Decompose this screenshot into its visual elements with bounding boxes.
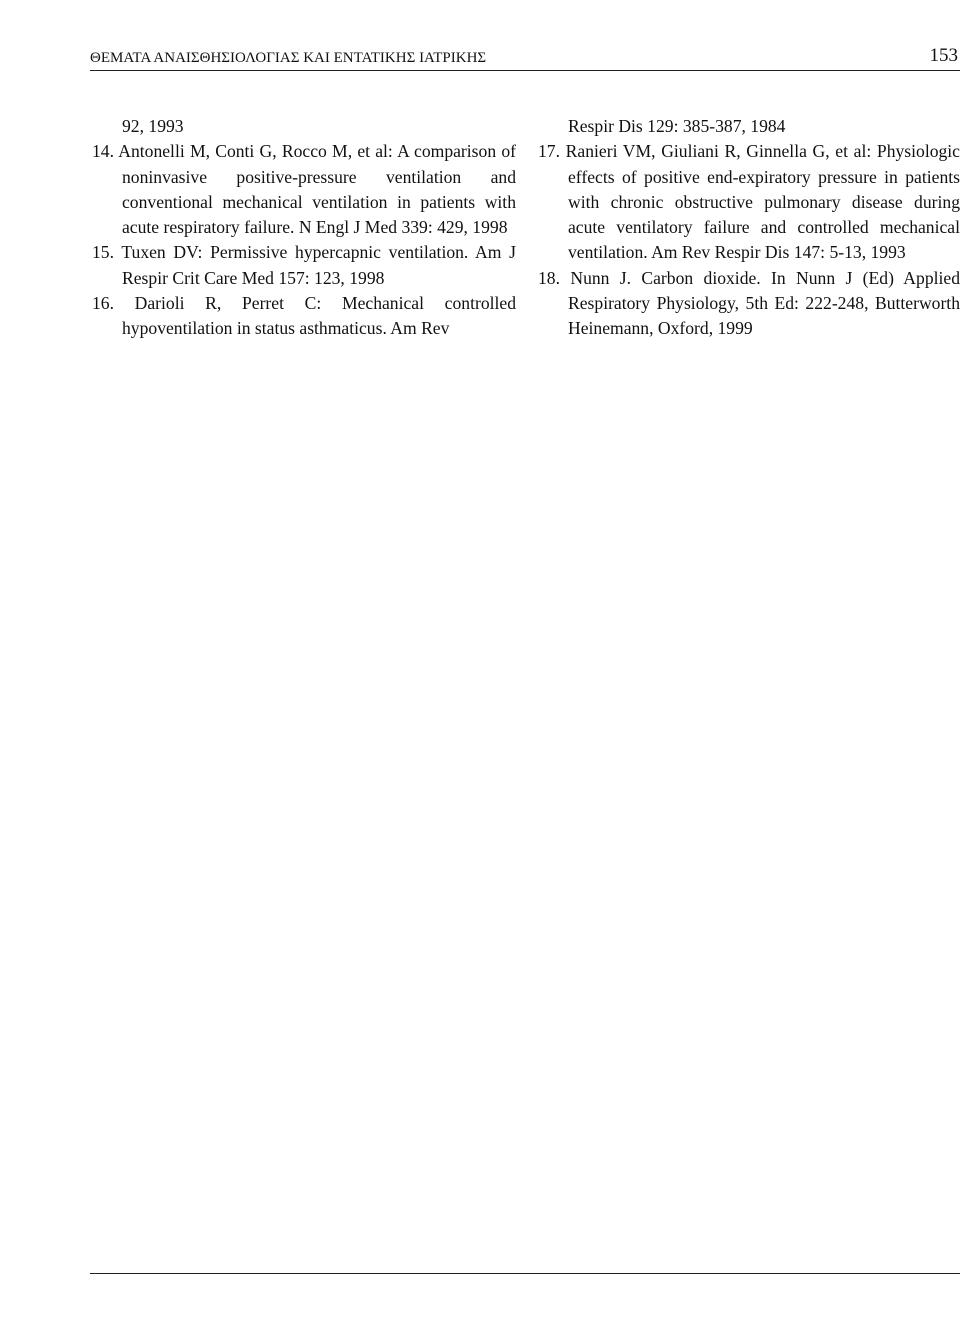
reference-text: Tuxen DV: Permissive hypercapnic ventilation. Am J Respir Crit Care Med 157: 123, 1998 [121, 242, 516, 288]
reference-number: 14. [92, 141, 114, 162]
reference-text: Darioli R, Perret C: Mechanical controlled hypoventilation in status asthmaticus. Am Rev [122, 293, 516, 339]
reference-13-continuation [92, 114, 516, 139]
reference-number: 16. [92, 293, 114, 314]
reference-18 [538, 266, 960, 342]
reference-17 [538, 139, 960, 265]
footer-rule [90, 1273, 960, 1274]
reference-text: Ranieri VM, Giuliani R, Ginnella G, et al: Physiologic effects of positive end-expiratory pressure in patients with chronic obstructive pulmonary disease during acute ventilatory failure and controlled mechanical ventilation. Am Rev Respir Dis 147: 5-13, 1993 [565, 141, 960, 263]
references-left-column [92, 114, 516, 342]
references-right-column [538, 114, 960, 342]
reference-16-continuation [538, 114, 960, 139]
reference-text: Antonelli M, Conti G, Rocco M, et al: A comparison of noninvasive positive-pressure ventilation and conventional mechanical ventilation in patients with acute respiratory failure. N Engl J Med 339: 429, 1998 [118, 141, 516, 238]
header-rule [90, 70, 960, 71]
journal-title: ΘΕΜΑΤΑ ΑΝΑΙΣΘΗΣΙΟΛΟΓΙΑΣ ΚΑΙ ΕΝΤΑΤΙΚΗΣ ΙΑΤΡΙΚΗΣ [90, 50, 487, 66]
reference-16 [92, 291, 516, 342]
running-header [90, 46, 960, 72]
reference-15 [92, 240, 516, 291]
reference-number: 15. [92, 242, 114, 263]
reference-number: 18. [538, 267, 560, 288]
reference-text: Nunn J. Carbon dioxide. In Nunn J (Ed) Applied Respiratory Physiology, 5th Ed: 222-248, Butterworth Heinemann, Oxford, 1999 [568, 267, 960, 339]
page-number: 153 [929, 45, 958, 66]
reference-text: 92, 1993 [122, 116, 184, 136]
reference-14 [92, 139, 516, 240]
reference-text: Respir Dis 129: 385-387, 1984 [568, 116, 786, 136]
reference-number: 17. [538, 141, 560, 162]
